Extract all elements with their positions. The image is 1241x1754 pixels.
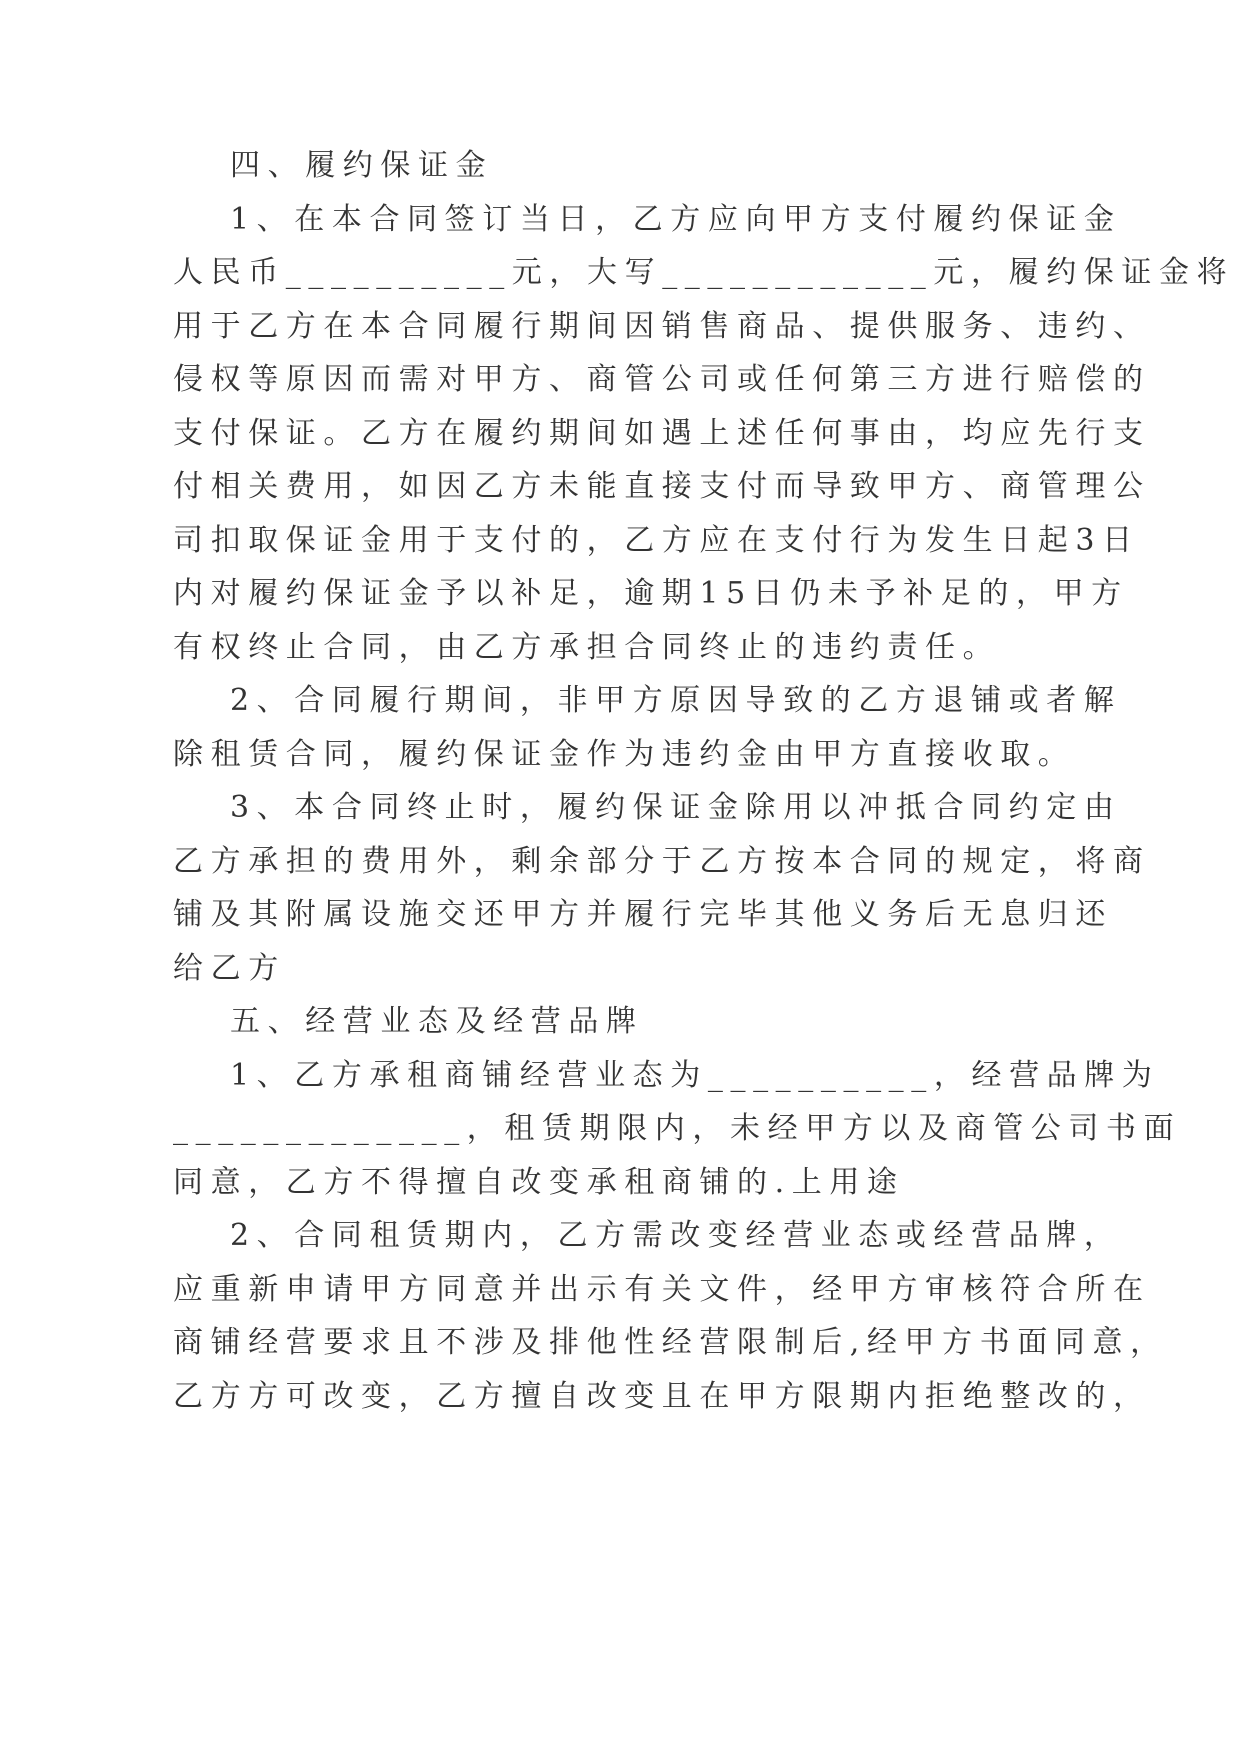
paragraph-line: 给乙方 [173,951,286,986]
paragraph-line: 商铺经营要求且不涉及排他性经营限制后,经甲方书面同意， [173,1325,1168,1360]
paragraph-line: 除租赁合同，履约保证金作为违约金由甲方直接收取。 [173,737,1076,772]
section-heading: 四、履约保证金 [230,148,494,183]
paragraph-line: 2、合同履行期间，非甲方原因导致的乙方退铺或者解 [230,683,1122,718]
section-heading: 五、经营业态及经营品牌 [230,1004,644,1039]
paragraph-line: 2、合同租赁期内，乙方需改变经营业态或经营品牌， [230,1218,1122,1253]
paragraph-line: 乙方方可改变，乙方擅自改变且在甲方限期内拒绝整改的， [173,1379,1151,1414]
paragraph-line: 铺及其附属设施交还甲方并履行完毕其他义务后无息归还 [173,897,1113,932]
paragraph-line: 侵权等原因而需对甲方、商管公司或任何第三方进行赔偿的 [173,362,1151,397]
paragraph-line: 3、本合同终止时，履约保证金除用以冲抵合同约定由 [230,790,1122,825]
paragraph-line: _____________，租赁期限内，未经甲方以及商管公司书面 [173,1111,1182,1146]
paragraph-line: 司扣取保证金用于支付的，乙方应在支付行为发生日起3日 [173,523,1140,558]
paragraph-line: 有权终止合同，由乙方承担合同终止的违约责任。 [173,630,1001,665]
paragraph-line: 乙方承担的费用外，剩余部分于乙方按本合同的规定，将商 [173,844,1151,879]
paragraph-line: 人民币__________元，大写____________元，履约保证金将 [173,255,1235,290]
paragraph-line: 应重新申请甲方同意并出示有关文件，经甲方审核符合所在 [173,1272,1151,1307]
paragraph-line: 付相关费用，如因乙方未能直接支付而导致甲方、商管理公 [173,469,1151,504]
paragraph-line: 同意，乙方不得擅自改变承租商铺的.上用途 [173,1165,905,1200]
paragraph-line: 1、在本合同签订当日，乙方应向甲方支付履约保证金 [230,202,1122,237]
paragraph-line: 用于乙方在本合同履行期间因销售商品、提供服务、违约、 [173,309,1151,344]
paragraph-line: 1、乙方承租商铺经营业态为__________，经营品牌为 [230,1058,1160,1093]
paragraph-line: 支付保证。乙方在履约期间如遇上述任何事由，均应先行支 [173,416,1151,451]
paragraph-line: 内对履约保证金予以补足，逾期15日仍未予补足的，甲方 [173,576,1129,611]
